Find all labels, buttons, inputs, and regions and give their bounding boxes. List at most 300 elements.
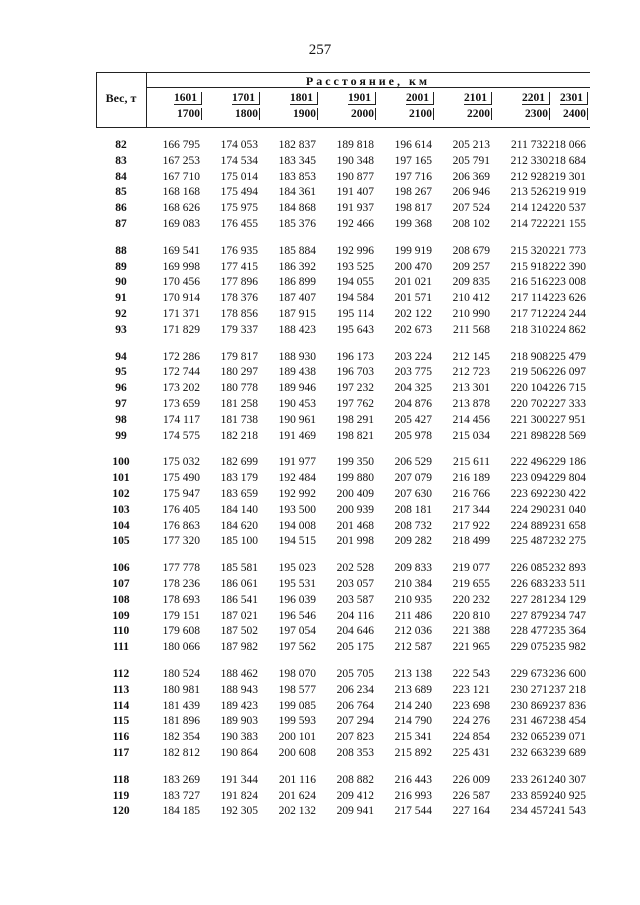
value-cell: 183 659 (220, 488, 258, 500)
value-cell: 213 526 (510, 186, 548, 199)
value-cell: 206 369 (452, 170, 490, 183)
value-cell: 207 630 (394, 488, 432, 500)
value-cell: 213 301 (452, 382, 490, 395)
value-cell: 203 587 (336, 593, 374, 606)
weight-cell: 96 (115, 382, 127, 395)
weight-cell: 88 (115, 244, 127, 257)
value-cell: 183 269 (162, 773, 200, 786)
value-cell: 192 466 (336, 218, 374, 230)
value-cell: 199 350 (336, 456, 374, 469)
value-cell: 196 039 (278, 593, 316, 606)
value-cell: 174 534 (220, 154, 258, 167)
value-cell: 199 919 (394, 244, 432, 257)
value-cell: 218 684 (548, 154, 586, 167)
value-cell: 198 821 (336, 429, 374, 442)
value-cell: 215 320 (510, 244, 548, 257)
value-cell: 237 218 (548, 683, 586, 696)
value-cell: 169 998 (162, 260, 200, 273)
value-cell: 182 699 (220, 456, 258, 469)
weight-cell: 119 (112, 789, 130, 802)
table-row (96, 455, 590, 469)
value-cell: 195 023 (278, 562, 316, 575)
value-cell: 226 085 (510, 562, 548, 575)
range-to: 2100 (409, 108, 432, 120)
value-cell: 210 412 (452, 292, 490, 305)
value-cell: 208 353 (336, 747, 374, 759)
value-cell: 225 431 (452, 747, 490, 759)
value-cell: 227 281 (510, 593, 548, 606)
value-cell: 192 992 (278, 488, 316, 500)
value-cell: 231 040 (548, 503, 586, 516)
value-cell: 201 998 (336, 535, 374, 548)
value-cell: 194 008 (278, 519, 316, 532)
value-cell: 176 863 (162, 519, 200, 532)
value-cell: 179 608 (162, 625, 200, 638)
value-cell: 205 705 (336, 668, 374, 680)
weight-cell: 101 (112, 472, 130, 485)
value-cell: 184 140 (220, 503, 258, 516)
value-cell: 216 443 (394, 773, 432, 786)
value-cell: 178 236 (162, 578, 200, 590)
table-row (96, 624, 590, 638)
value-cell: 198 817 (394, 202, 432, 215)
value-cell: 198 577 (278, 683, 316, 696)
weight-cell: 82 (115, 139, 127, 151)
value-cell: 197 165 (394, 154, 432, 167)
table-row (96, 381, 590, 395)
value-cell: 203 224 (394, 350, 432, 363)
value-cell: 225 487 (510, 535, 548, 548)
value-cell: 208 102 (452, 218, 490, 230)
value-cell: 223 692 (510, 488, 548, 500)
value-cell: 225 479 (548, 350, 586, 363)
value-cell: 192 484 (278, 472, 316, 485)
value-cell: 220 702 (510, 398, 548, 410)
table-row (96, 154, 590, 168)
distance-range-header (206, 90, 262, 126)
value-cell: 240 925 (548, 789, 586, 802)
table-row (96, 365, 590, 379)
table-body (96, 128, 590, 818)
table-row (96, 138, 590, 152)
value-cell: 177 415 (220, 260, 258, 273)
weight-cell: 103 (112, 503, 130, 516)
weight-cell: 86 (115, 202, 127, 215)
weight-cell: 102 (112, 488, 130, 500)
table-row (96, 534, 590, 548)
value-cell: 215 034 (452, 429, 490, 442)
value-cell: 237 836 (548, 699, 586, 712)
value-cell: 187 407 (278, 292, 316, 305)
value-cell: 180 524 (162, 668, 200, 680)
value-cell: 214 790 (394, 715, 432, 728)
value-cell: 175 975 (220, 202, 258, 215)
value-cell: 222 496 (510, 456, 548, 469)
value-cell: 183 853 (278, 170, 316, 183)
value-cell: 209 412 (336, 789, 374, 802)
value-cell: 169 083 (162, 218, 200, 230)
value-cell: 174 053 (220, 139, 258, 151)
value-cell: 224 862 (548, 323, 586, 336)
value-cell: 224 290 (510, 503, 548, 516)
value-cell: 183 727 (162, 789, 200, 802)
table-row (96, 593, 590, 607)
value-cell: 174 575 (162, 429, 200, 442)
value-cell: 232 893 (548, 562, 586, 575)
value-cell: 190 961 (278, 413, 316, 426)
value-cell: 226 715 (548, 382, 586, 395)
weight-cell: 110 (112, 625, 130, 638)
value-cell: 209 941 (336, 805, 374, 818)
value-cell: 175 947 (162, 488, 200, 500)
value-cell: 196 546 (278, 609, 316, 622)
value-cell: 201 021 (394, 276, 432, 289)
value-cell: 234 129 (548, 593, 586, 606)
weight-cell: 89 (115, 260, 127, 273)
value-cell: 234 457 (510, 805, 548, 818)
value-cell: 204 876 (394, 398, 432, 410)
table-row (96, 577, 590, 591)
value-cell: 211 486 (395, 609, 432, 622)
value-cell: 215 611 (453, 456, 490, 469)
value-cell: 190 453 (278, 398, 316, 410)
range-from: 1801 (290, 92, 318, 105)
value-cell: 201 624 (278, 789, 316, 802)
weight-cell: 83 (115, 154, 127, 167)
value-cell: 194 584 (336, 292, 374, 305)
range-to: 2300 (525, 108, 548, 120)
table-row (96, 217, 590, 231)
value-cell: 184 620 (220, 519, 258, 532)
value-cell: 177 896 (220, 276, 258, 289)
value-cell: 191 824 (220, 789, 258, 802)
value-cell: 233 511 (549, 578, 586, 590)
value-cell: 220 810 (452, 609, 490, 622)
value-cell: 224 889 (510, 519, 548, 532)
value-cell: 190 864 (220, 747, 258, 759)
value-cell: 229 804 (548, 472, 586, 485)
value-cell: 205 978 (394, 429, 432, 442)
weight-cell: 111 (113, 641, 129, 654)
value-cell: 196 703 (336, 366, 374, 379)
value-cell: 207 294 (336, 715, 374, 728)
value-cell: 173 202 (162, 382, 200, 395)
value-cell: 186 061 (220, 578, 258, 590)
value-cell: 181 258 (220, 398, 258, 410)
tariff-table (96, 72, 590, 818)
weight-cell: 87 (115, 218, 127, 230)
value-cell: 188 423 (278, 323, 316, 336)
value-cell: 182 354 (162, 731, 200, 744)
value-cell: 234 747 (548, 609, 586, 622)
value-cell: 228 569 (548, 429, 586, 442)
weight-cell: 91 (115, 292, 127, 305)
value-cell: 220 232 (452, 593, 490, 606)
value-cell: 221 155 (548, 218, 586, 230)
value-cell: 198 070 (278, 668, 316, 680)
value-cell: 213 878 (452, 398, 490, 410)
value-cell: 203 057 (336, 578, 374, 590)
value-cell: 217 114 (511, 292, 548, 305)
value-cell: 187 021 (220, 609, 258, 622)
value-cell: 205 427 (394, 413, 432, 426)
value-cell: 239 071 (548, 731, 586, 744)
table-row (96, 275, 590, 289)
value-cell: 182 812 (162, 747, 200, 759)
value-cell: 227 879 (510, 609, 548, 622)
value-cell: 229 673 (510, 668, 548, 680)
value-cell: 197 232 (336, 382, 374, 395)
value-cell: 209 833 (394, 562, 432, 575)
range-from: 2001 (406, 92, 434, 105)
value-cell: 188 462 (220, 668, 258, 680)
value-cell: 223 626 (548, 292, 586, 305)
weight-cell: 107 (112, 578, 130, 590)
table-row (96, 683, 590, 697)
value-cell: 212 587 (394, 641, 432, 654)
value-cell: 233 859 (510, 789, 548, 802)
value-cell: 188 943 (220, 683, 258, 696)
distance-range-header (148, 90, 204, 126)
value-cell: 204 116 (337, 609, 374, 622)
value-cell: 200 409 (336, 488, 374, 500)
range-from: 2101 (464, 92, 492, 105)
weight-cell: 94 (115, 350, 127, 363)
range-to: 2400 (563, 108, 586, 120)
weight-cell: 120 (112, 805, 130, 818)
value-cell: 226 683 (510, 578, 548, 590)
value-cell: 186 541 (220, 593, 258, 606)
table-row (96, 397, 590, 411)
value-cell: 239 689 (548, 747, 586, 759)
weight-cell: 97 (115, 398, 127, 410)
value-cell: 185 884 (278, 244, 316, 257)
value-cell: 180 778 (220, 382, 258, 395)
value-cell: 207 823 (336, 731, 374, 744)
table-row (96, 307, 590, 321)
value-cell: 231 467 (510, 715, 548, 728)
value-cell: 223 094 (510, 472, 548, 485)
value-cell: 203 775 (394, 366, 432, 379)
table-row (96, 413, 590, 427)
range-from: 2201 (522, 92, 550, 105)
weight-cell: 109 (112, 609, 130, 622)
distance-header: Расстояние, км (305, 74, 431, 88)
value-cell: 194 515 (278, 535, 316, 548)
value-cell: 235 982 (548, 641, 586, 654)
value-cell: 189 818 (336, 139, 374, 151)
value-cell: 230 271 (510, 683, 548, 696)
value-cell: 217 712 (510, 308, 548, 320)
value-cell: 199 880 (336, 472, 374, 485)
value-cell: 198 267 (394, 186, 432, 199)
value-cell: 185 376 (278, 218, 316, 230)
value-cell: 226 009 (452, 773, 490, 786)
weight-cell: 93 (115, 323, 127, 336)
weight-cell: 117 (112, 747, 130, 759)
value-cell: 226 097 (548, 366, 586, 379)
value-cell: 221 965 (452, 641, 490, 654)
value-cell: 208 732 (394, 519, 432, 532)
value-cell: 199 085 (278, 699, 316, 712)
value-cell: 179 337 (220, 323, 258, 336)
value-cell: 212 723 (452, 366, 490, 379)
weight-cell: 114 (112, 699, 130, 712)
table-row (96, 804, 590, 818)
value-cell: 212 145 (452, 350, 490, 363)
value-cell: 207 524 (452, 202, 490, 215)
value-cell: 213 138 (394, 668, 432, 680)
range-from: 1901 (348, 92, 376, 105)
value-cell: 193 525 (336, 260, 374, 273)
value-cell: 212 330 (510, 154, 548, 167)
value-cell: 193 500 (278, 503, 316, 516)
value-cell: 201 468 (336, 519, 374, 532)
value-cell: 220 104 (510, 382, 548, 395)
table-row (96, 667, 590, 681)
value-cell: 217 922 (452, 519, 490, 532)
value-cell: 206 946 (452, 186, 490, 199)
table-row (96, 471, 590, 485)
value-cell: 186 392 (278, 260, 316, 273)
value-cell: 188 930 (278, 350, 316, 363)
value-cell: 197 716 (394, 170, 432, 183)
value-cell: 214 124 (510, 202, 548, 215)
value-cell: 170 456 (162, 276, 200, 289)
value-cell: 184 361 (278, 186, 316, 199)
distance-range-header (380, 90, 436, 126)
value-cell: 181 896 (162, 715, 200, 728)
value-cell: 226 587 (452, 789, 490, 802)
weight-cell: 92 (115, 308, 127, 320)
value-cell: 230 869 (510, 699, 548, 712)
table-row (96, 519, 590, 533)
value-cell: 200 470 (394, 260, 432, 273)
value-cell: 212 928 (510, 170, 548, 183)
table-row (96, 323, 590, 337)
value-cell: 228 477 (510, 625, 548, 638)
value-cell: 182 837 (278, 139, 316, 151)
value-cell: 185 581 (220, 562, 258, 575)
value-cell: 196 173 (336, 350, 374, 363)
value-cell: 179 151 (162, 609, 200, 622)
value-cell: 232 663 (510, 747, 548, 759)
value-cell: 197 562 (278, 641, 316, 654)
value-cell: 177 778 (162, 562, 200, 575)
value-cell: 236 600 (548, 668, 586, 680)
value-cell: 216 993 (394, 789, 432, 802)
value-cell: 235 364 (548, 625, 586, 638)
value-cell: 184 868 (278, 202, 316, 215)
value-cell: 216 189 (452, 472, 490, 485)
value-cell: 176 405 (162, 503, 200, 516)
value-cell: 191 344 (220, 773, 258, 786)
value-cell: 241 543 (548, 805, 586, 818)
value-cell: 200 939 (336, 503, 374, 516)
value-cell: 189 423 (220, 699, 258, 712)
value-cell: 190 383 (220, 731, 258, 744)
value-cell: 191 469 (278, 429, 316, 442)
value-cell: 206 234 (336, 683, 374, 696)
value-cell: 182 218 (220, 429, 258, 442)
value-cell: 191 937 (336, 202, 374, 215)
value-cell: 195 114 (337, 308, 374, 320)
value-cell: 214 456 (452, 413, 490, 426)
value-cell: 175 014 (220, 170, 258, 183)
value-cell: 212 036 (394, 625, 432, 638)
value-cell: 180 981 (162, 683, 200, 696)
value-cell: 219 506 (510, 366, 548, 379)
value-cell: 180 297 (220, 366, 258, 379)
value-cell: 210 384 (394, 578, 432, 590)
value-cell: 209 835 (452, 276, 490, 289)
value-cell: 191 407 (336, 186, 374, 199)
value-cell: 176 935 (220, 244, 258, 257)
table-row (96, 487, 590, 501)
value-cell: 189 438 (278, 366, 316, 379)
value-cell: 223 121 (452, 683, 490, 696)
value-cell: 215 918 (510, 260, 548, 273)
table-row (96, 561, 590, 575)
value-cell: 229 186 (548, 456, 586, 469)
value-cell: 214 240 (394, 699, 432, 712)
value-cell: 219 077 (452, 562, 490, 575)
value-cell: 176 455 (220, 218, 258, 230)
value-cell: 169 541 (162, 244, 200, 257)
value-cell: 205 791 (452, 154, 490, 167)
weight-cell: 112 (112, 668, 130, 680)
value-cell: 204 646 (336, 625, 374, 638)
value-cell: 208 679 (452, 244, 490, 257)
value-cell: 166 795 (162, 139, 200, 151)
value-cell: 233 261 (510, 773, 548, 786)
value-cell: 167 253 (162, 154, 200, 167)
value-cell: 171 829 (162, 323, 200, 336)
value-cell: 198 291 (336, 413, 374, 426)
value-cell: 196 614 (394, 139, 432, 151)
value-cell: 209 257 (452, 260, 490, 273)
value-cell: 230 422 (548, 488, 586, 500)
value-cell: 190 348 (336, 154, 374, 167)
weight-column-header: Вес, т (105, 91, 137, 105)
value-cell: 218 499 (452, 535, 490, 548)
table-row (96, 350, 590, 364)
distance-range-header (534, 90, 590, 126)
value-cell: 202 132 (278, 805, 316, 818)
value-cell: 199 368 (394, 218, 432, 230)
value-cell: 200 101 (278, 731, 316, 744)
value-cell: 214 722 (510, 218, 548, 230)
value-cell: 177 320 (162, 535, 200, 548)
value-cell: 189 903 (220, 715, 258, 728)
value-cell: 175 490 (162, 472, 200, 485)
value-cell: 232 065 (510, 731, 548, 744)
weight-cell: 98 (115, 413, 127, 426)
weight-cell: 100 (112, 456, 130, 469)
value-cell: 224 854 (452, 731, 490, 744)
value-cell: 222 390 (548, 260, 586, 273)
value-cell: 189 946 (278, 382, 316, 395)
value-cell: 221 773 (548, 244, 586, 257)
value-cell: 207 079 (394, 472, 432, 485)
value-cell: 231 658 (548, 519, 586, 532)
table-row (96, 714, 590, 728)
value-cell: 178 693 (162, 593, 200, 606)
value-cell: 186 899 (278, 276, 316, 289)
distance-range-header (438, 90, 494, 126)
value-cell: 187 982 (220, 641, 258, 654)
value-cell: 190 877 (336, 170, 374, 183)
